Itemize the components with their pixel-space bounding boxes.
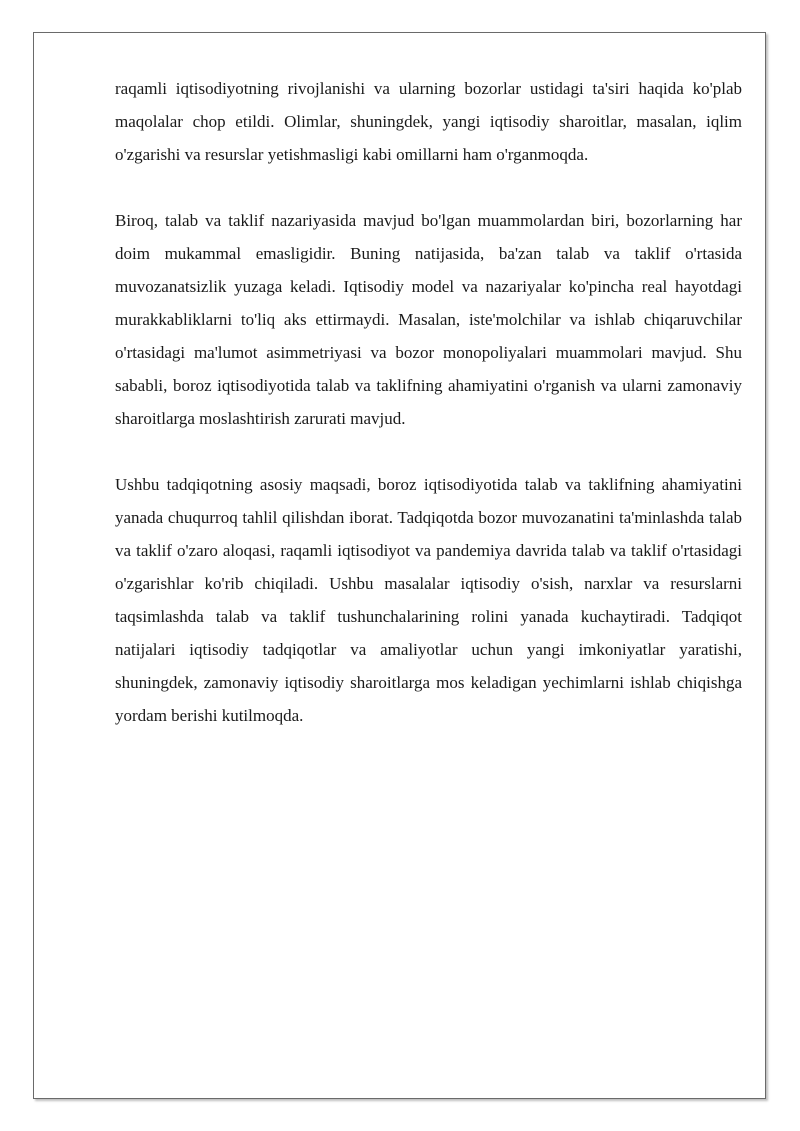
paragraph-2: Biroq, talab va taklif nazariyasida mavjud bo'lgan muammolardan biri, bozorlarning har doim mukammal emasligidir. Buning natijasida, ba'zan talab va taklif o'rtasida muvozanatsizlik yuzaga keladi. Iqtisodiy model va nazariyalar ko'pincha real hayotdagi murakkabliklarni to'liq aks ettirmaydi. Masalan, iste'molchilar va ishlab chiqaruvchilar o'rtasidagi ma'lumot asimmetriyasi va bozor monopoliyalari muammolari mavjud. Shu sababli, boroz iqtisodiyotida talab va taklifning ahamiyatini o'rganish va ularni zamonaviy sharoitlarga moslashtirish zarurati mavjud. bbox=[115, 211, 742, 428]
paragraph-3: Ushbu tadqiqotning asosiy maqsadi, boroz iqtisodiyotida talab va taklifning ahamiyatini yanada chuqurroq tahlil qilishdan iborat. Tadqiqotda bozor muvozanatini ta'minlashda talab va taklif o'zaro aloqasi, raqamli iqtisodiyot va pandemiya davrida talab va taklif o'rtasidagi o'zgarishlar ko'rib chiqiladi. Ushbu masalalar iqtisodiy o'sish, narxlar va resurslarni taqsimlashda talab va taklif tushunchalarining rolini yanada kuchaytiradi. Tadqiqot natijalari iqtisodiy tadqiqotlar va amaliyotlar uchun yangi imkoniyatlar yaratishi, shuningdek, zamonaviy iqtisodiy sharoitlarga mos keladigan yechimlarni ishlab chiqishga yordam berishi kutilmoqda. bbox=[115, 475, 742, 725]
paragraph-1: raqamli iqtisodiyotning rivojlanishi va ularning bozorlar ustidagi ta'siri haqida ko'plab maqolalar chop etildi. Olimlar, shuningdek, yangi iqtisodiy sharoitlar, masalan, iqlim o'zgarishi va resurslar yetishmasligi kabi omillarni ham o'rganmoqda. bbox=[115, 79, 742, 164]
document-body bbox=[115, 72, 742, 765]
